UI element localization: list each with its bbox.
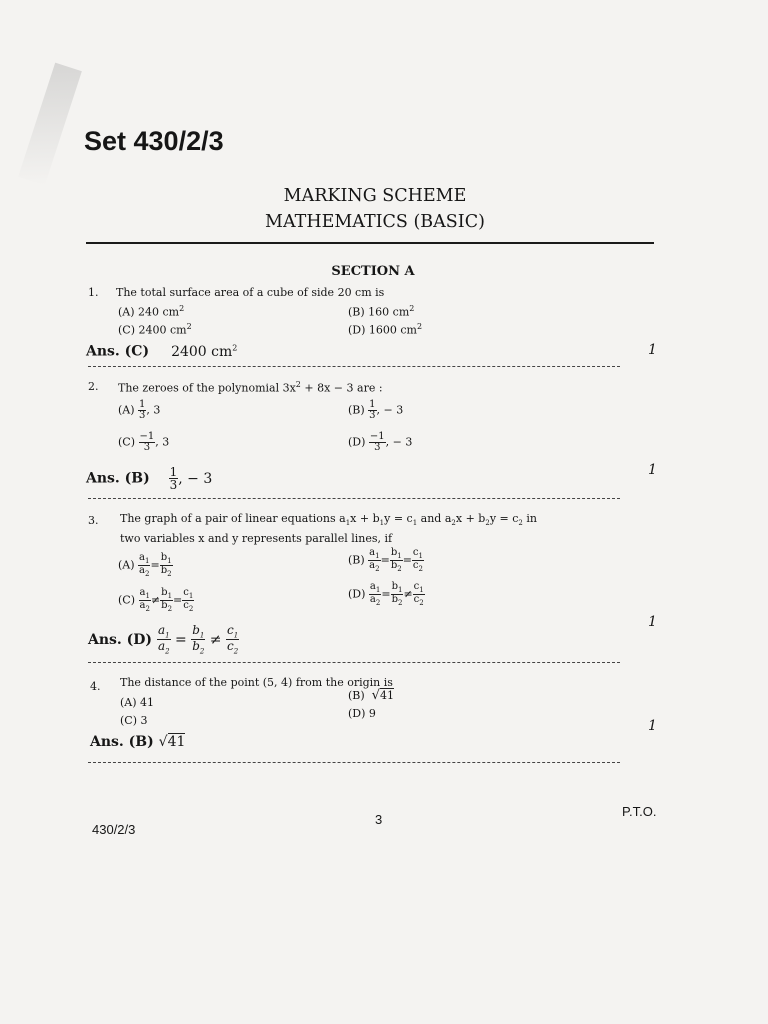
q3-number: 3. bbox=[88, 514, 99, 527]
header-rule bbox=[86, 242, 654, 244]
page-number: 3 bbox=[375, 812, 383, 827]
heading-subject: MATHEMATICS (BASIC) bbox=[265, 212, 485, 232]
q1-number: 1. bbox=[88, 286, 99, 299]
q4-option-c: (C) 3 bbox=[120, 714, 148, 727]
set-title: Set 430/2/3 bbox=[84, 126, 224, 156]
q1-option-a: (A) 240 $cm^2$ bbox=[118, 304, 185, 319]
q3-option-c: (C) $\frac{a_1}{a_2}$ ≠ $\frac{b_1}{b_2}$ = $\frac{c_1}{c_2}$ bbox=[118, 587, 194, 613]
q2-text: The zeroes of the polynomial $3x^2 + 8x - 3$ are : bbox=[118, 380, 383, 395]
q3-answer: Ans. (D) $\frac{a_1}{a_2}$ = $\frac{b_1}{b_2}$ ≠ $\frac{c_1}{c_2}$ bbox=[88, 623, 239, 656]
q1-option-b: (B) 160 $cm^2$ bbox=[348, 304, 415, 319]
q4-option-a: (A) 41 bbox=[120, 696, 155, 709]
q1-mark: 1 bbox=[648, 342, 657, 358]
q3-mark: 1 bbox=[648, 614, 657, 630]
section-heading: SECTION A bbox=[331, 264, 415, 279]
footer-code: 430/2/3 bbox=[92, 822, 136, 837]
q1-option-d: (D) 1600 $cm^2$ bbox=[348, 322, 423, 337]
heading-marking-scheme: MARKING SCHEME bbox=[283, 186, 467, 206]
q4-option-b: (B) √41 bbox=[348, 688, 394, 703]
q3-text-line1: The graph of a pair of linear equations $a_1x + b_1y = c_1$ and $a_2x + b_2y = c_2$ in bbox=[120, 512, 537, 528]
q1-answer-value: 2400 $cm^2$ bbox=[171, 343, 238, 360]
q3-text-line2: two variables x and y represents parallel lines, if bbox=[120, 532, 393, 545]
q1-answer: Ans. (C) 2400 $cm^2$ bbox=[86, 343, 238, 360]
q3-option-d: (D) $\frac{a_1}{a_2}$ = $\frac{b_1}{b_2}$ ≠ $\frac{c_1}{c_2}$ bbox=[348, 581, 424, 607]
q3-option-a: (A) $\frac{a_1}{a_2}$ = $\frac{b_1}{b_2}$ bbox=[118, 552, 172, 578]
q2-option-b: (B) $\frac{1}{3}$ , − 3 bbox=[348, 399, 404, 421]
q4-option-d: (D) 9 bbox=[348, 707, 376, 720]
q2-divider bbox=[88, 498, 620, 499]
q4-answer: Ans. (B) √41 bbox=[90, 734, 186, 750]
q2-option-c: (C) $\frac{-1}{3}$ , 3 bbox=[118, 431, 170, 453]
q1-text: The total surface area of a cube of side 20 cm is bbox=[116, 286, 385, 299]
q4-divider bbox=[88, 762, 620, 763]
q3-divider bbox=[88, 662, 620, 663]
q2-mark: 1 bbox=[648, 462, 657, 478]
q3-option-b: (B) $\frac{a_1}{a_2}$ = $\frac{b_1}{b_2}$ = $\frac{c_1}{c_2}$ bbox=[348, 547, 423, 573]
q2-option-d: (D) $\frac{-1}{3}$ , − 3 bbox=[348, 431, 413, 453]
q2-number: 2. bbox=[88, 380, 99, 393]
q2-option-a: (A) $\frac{1}{3}$ , 3 bbox=[118, 399, 161, 421]
q4-number: 4. bbox=[90, 680, 101, 693]
q1-option-c: (C) 2400 $cm^2$ bbox=[118, 322, 192, 337]
scan-smudge bbox=[18, 63, 82, 186]
q2-answer: Ans. (B) $\frac{1}{3}$ , − 3 bbox=[86, 465, 213, 492]
q1-divider bbox=[88, 366, 620, 367]
q4-mark: 1 bbox=[648, 718, 657, 734]
q4-text: The distance of the point (5, 4) from the origin is bbox=[120, 676, 393, 689]
pto-label: P.T.O. bbox=[622, 804, 657, 819]
